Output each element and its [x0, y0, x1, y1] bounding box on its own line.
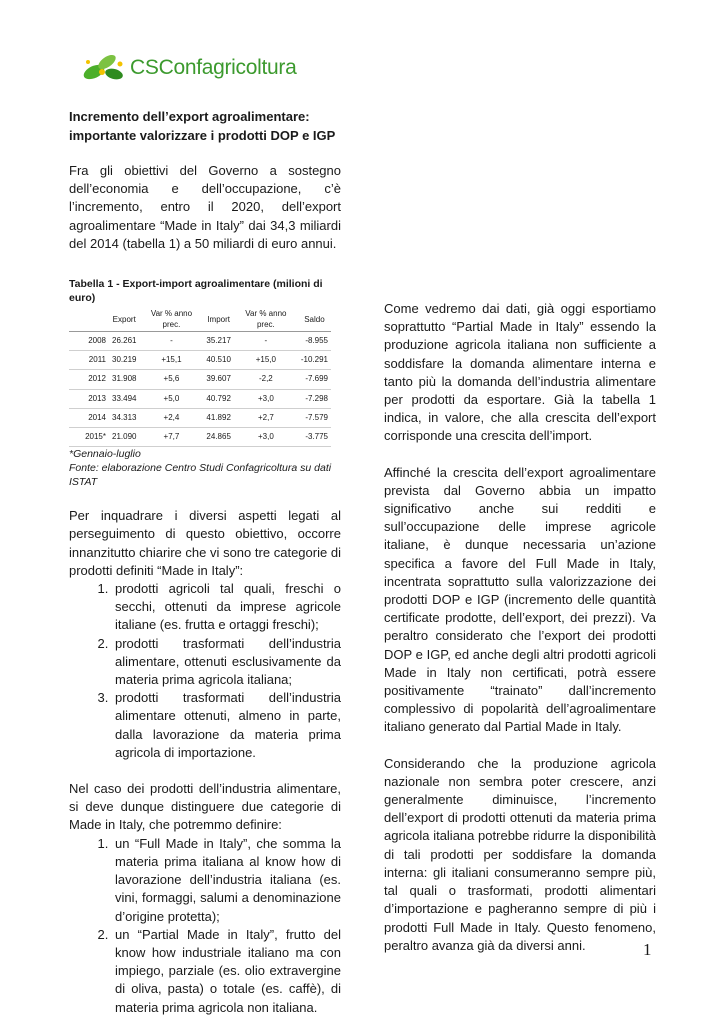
table-cell: -2,2 [234, 370, 298, 389]
table-row [69, 332, 331, 351]
table-cell: -10.291 [298, 351, 331, 370]
table-cell: - [139, 332, 203, 351]
table-cell: -8.955 [298, 332, 331, 351]
table-cell: 41.892 [203, 408, 233, 427]
table-cell: 26.261 [109, 332, 139, 351]
intro-paragraph: Fra gli obiettivi del Governo a sostegno dell’economia e dell’occupazione, c’è l’incremento, entro il 2020, dell’export agroalimentare “Made in Italy” dai 34,3 miliardi del 2014 (tabella 1) a 50 miliardi di euro annui. [69, 163, 341, 251]
article-title: Incremento dell’export agroalimentare: importante valorizzare i prodotti DOP e IGP [69, 109, 336, 143]
table-cell: +15,1 [139, 351, 203, 370]
table-row [69, 408, 331, 427]
table-header-row [69, 307, 331, 332]
table-cell: 33.494 [109, 389, 139, 408]
table-cell: 34.313 [109, 408, 139, 427]
table-cell: 40.792 [203, 389, 233, 408]
table-header: Saldo [298, 307, 331, 332]
table-cell: +5,6 [139, 370, 203, 389]
table-cell: 2014 [69, 408, 109, 427]
table-header [69, 307, 109, 332]
table-header: Export [109, 307, 139, 332]
export-import-table [69, 307, 331, 447]
table-cell: +7,7 [139, 428, 203, 447]
table-cell: +5,0 [139, 389, 203, 408]
table-cell: -7.298 [298, 389, 331, 408]
right-paragraph: Affinché la crescita dell’export agroalimentare prevista dal Governo abbia un impatto significativo anche sui redditi e sull’occupazione delle imprese agricole italiane, è dunque necessaria un’azione specifica a favore del Full Made in Italy, incentrata soprattutto sulla valorizzazione dei prodotti DOP e IGP (incremento delle quantità certificate prodotte, dell’export, dei prezzi). Va peraltro considerato che l’export dei prodotti DOP e IGP, ed anche degli altri prodotti agricoli Made in Italy non certificati, potrà essere positivamente “trainato” dall’incremento complessivo di popolarità dell’agroalimentare italiano generato dal Partial Made in Italy. [384, 464, 656, 735]
table-row [69, 370, 331, 389]
table-cell: +2,4 [139, 408, 203, 427]
list-item: 3. prodotti trasformati dell’industria alimentare ottenuti, almeno in parte, dalla lavorazione da materia prima agricola di importazione. [112, 689, 341, 762]
table-cell: +2,7 [234, 408, 298, 427]
right-paragraph: Considerando che la produzione agricola nazionale non sembra poter crescere, anzi generalmente diminuisce, l’incremento dell’export di prodotti ottenuti da materia prima agricola italiana potrebbe ridurre la disponibilità di tali prodotti per soddisfare la domanda interna: gli italiani consumeranno sempre più, tal quali o trasformati, prodotti alimentari d’importazione e pagheranno sempre di più i prodotti Full Made in Italy. Questo fenomeno, peraltro avanza già da diversi anni. [384, 755, 656, 953]
table-cell: 31.908 [109, 370, 139, 389]
table-cell: 2013 [69, 389, 109, 408]
table-cell: 30.219 [109, 351, 139, 370]
table-cell: 2008 [69, 332, 109, 351]
table-cell: 2015* [69, 428, 109, 447]
table-cell: 2012 [69, 370, 109, 389]
list-item: 1. un “Full Made in Italy”, che somma la materia prima italiana al know how di lavorazione dell’industria italiana (es. vini, formaggi, salumi a denominazione d’origine protetta); [112, 835, 341, 926]
industria-paragraph: Nel caso dei prodotti dell’industria alimentare, si deve dunque distinguere due categorie di Made in Italy, che potremmo definire: [69, 781, 341, 833]
table-row [69, 389, 331, 408]
table-cell: 40.510 [203, 351, 233, 370]
list-item: 2. prodotti trasformati dell’industria alimentare, ottenuti esclusivamente da materia prima agricola italiana; [112, 635, 341, 690]
logo-text: CSConfagricoltura [130, 56, 297, 79]
table-cell: -7.699 [298, 370, 331, 389]
made-in-italy-list [69, 835, 341, 1017]
table-cell: -7.579 [298, 408, 331, 427]
table-header: Var % anno prec. [234, 307, 298, 332]
table-cell: 35.217 [203, 332, 233, 351]
table-cell: +3,0 [234, 428, 298, 447]
table-cell: 21.090 [109, 428, 139, 447]
table-cell: 2011 [69, 351, 109, 370]
table-cell: - [234, 332, 298, 351]
table-source: Fonte: elaborazione Centro Studi Confagricoltura su dati ISTAT [69, 462, 332, 489]
table-cell: +15,0 [234, 351, 298, 370]
table-header: Import [203, 307, 233, 332]
categories-paragraph: Per inquadrare i diversi aspetti legati al perseguimento di questo obiettivo, occorre innanzitutto chiarire che vi sono tre categorie di prodotti definiti “Made in Italy”: [69, 508, 341, 578]
table-header: Var % anno prec. [139, 307, 203, 332]
table-cell: +3,0 [234, 389, 298, 408]
categories-list [69, 580, 341, 762]
table-cell: 24.865 [203, 428, 233, 447]
table-note: *Gennaio-luglio [69, 448, 141, 461]
leaves-logo-icon [80, 50, 128, 86]
table-row [69, 428, 331, 447]
right-paragraph: Come vedremo dai dati, già oggi esportiamo soprattutto “Partial Made in Italy” essendo la produzione agricola italiana non sufficiente a soddisfare la domanda alimentare interna e tanto più la domanda dell’industria alimentare per prodotti da esportare. Già la tabella 1 indica, in valore, che alla crescita dell’export corrisponde una crescita dell’import. [384, 301, 656, 444]
table-row [69, 351, 331, 370]
table-caption: Tabella 1 - Export-import agroalimentare (milioni di euro) [69, 278, 323, 305]
header-logo [80, 48, 296, 88]
list-item: 1. prodotti agricoli tal quali, freschi o secchi, ottenuti da imprese agricole italiane (es. frutta e ortaggi freschi); [112, 580, 341, 635]
table-cell: 39.607 [203, 370, 233, 389]
page-number: 1 [643, 940, 652, 959]
list-item: 2. un “Partial Made in Italy”, frutto del know how industriale italiano ma con impiego, parziale (es. olio extravergine di oliva, pasta) o totale (es. caffè), di materia prima agricola non italiana. [112, 926, 341, 1017]
table-cell: -3.775 [298, 428, 331, 447]
left-column [69, 108, 341, 1017]
right-column [384, 300, 656, 955]
